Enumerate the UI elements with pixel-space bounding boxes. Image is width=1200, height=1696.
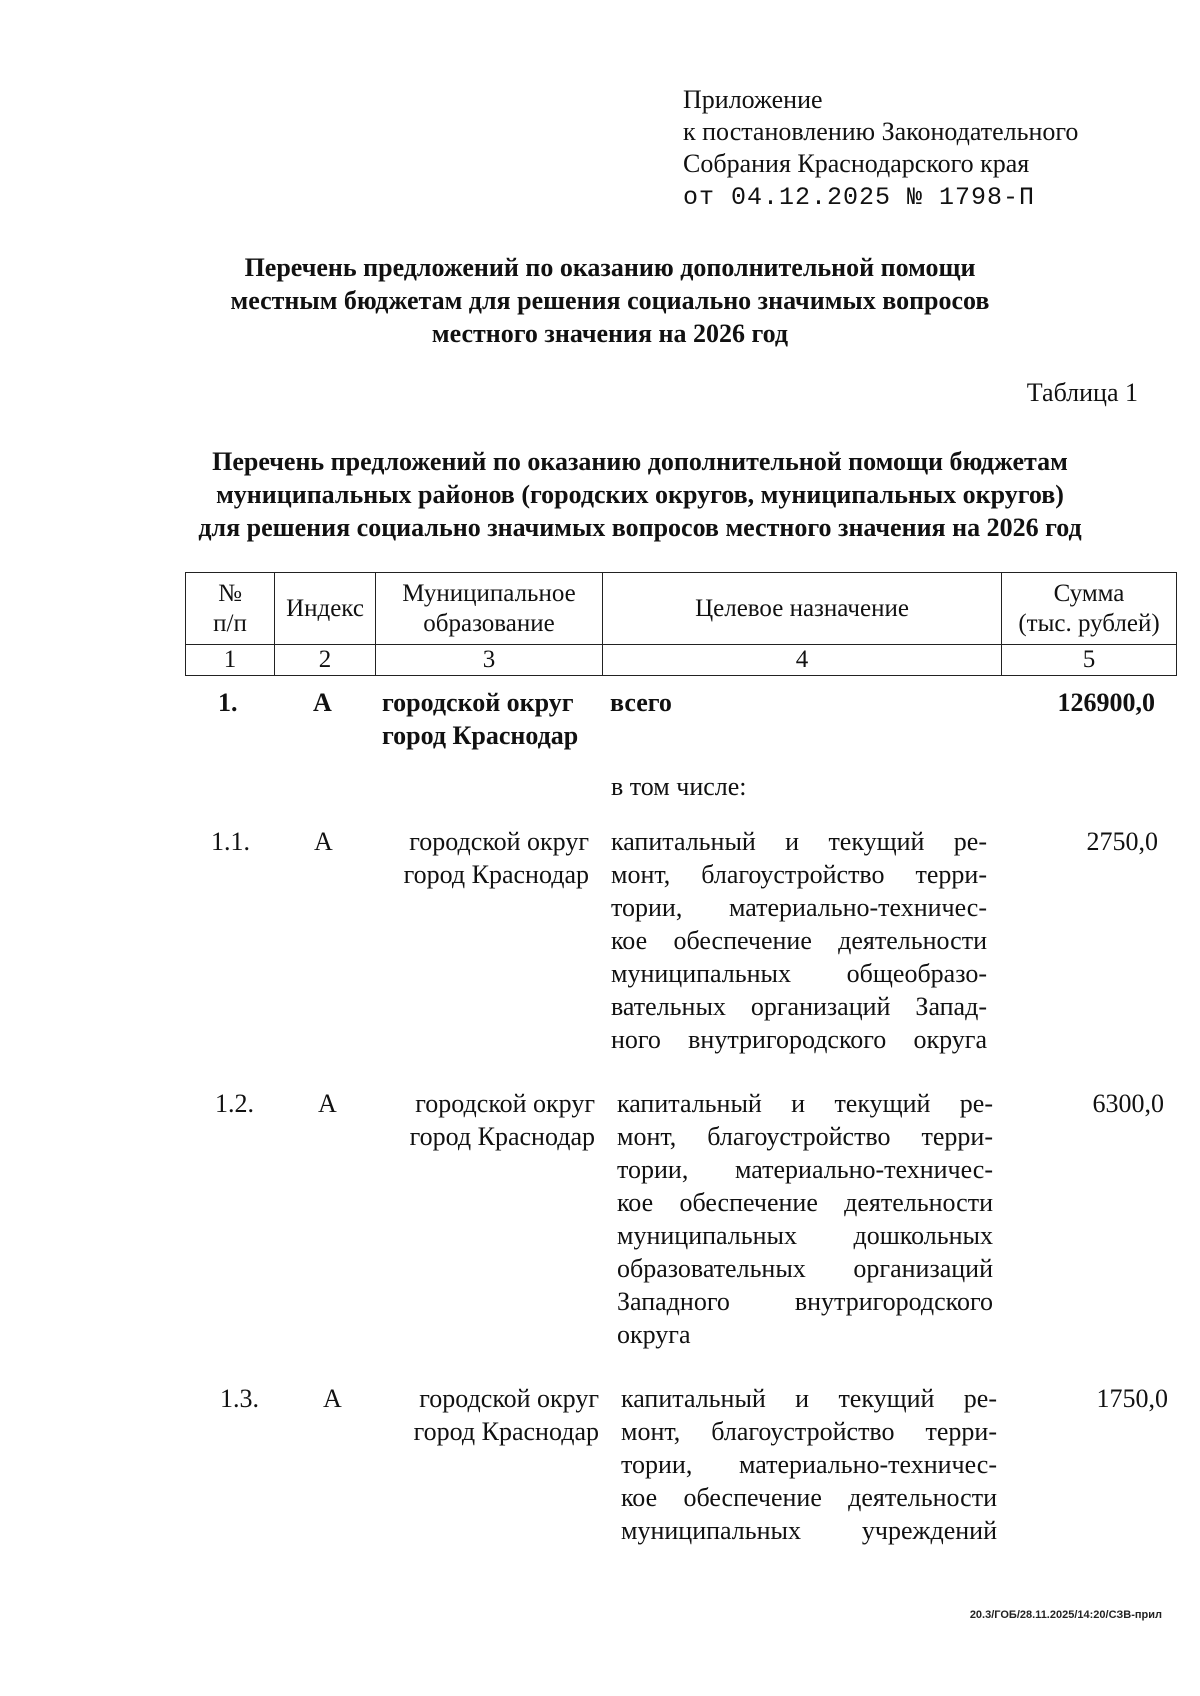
main-title-line-2: местным бюджетам для решения социально значимых вопросов (230, 286, 990, 315)
row-sum: 6300,0 (1092, 1089, 1164, 1118)
purpose-line: вательных организаций Запад- (611, 992, 987, 1021)
purpose-line: тории, материально-техничес- (621, 1450, 997, 1479)
row-municipality (384, 825, 589, 891)
row-municipality-line-1: городской округ (382, 688, 574, 717)
header-number-abbr: п/п (213, 609, 247, 637)
row-municipality (394, 1382, 599, 1448)
header-municipality (376, 573, 603, 645)
row-sum: 126900,0 (1057, 688, 1155, 717)
column-number-2: 2 (275, 645, 376, 676)
purpose-line: тории, материально-техничес- (611, 893, 987, 922)
row-number: 1. (218, 688, 238, 717)
row-municipality-line-2: город Краснодар (403, 860, 589, 889)
purpose-line: монт, благоустройство терри- (611, 860, 987, 889)
purpose-line: кое обеспечение деятельности (617, 1188, 993, 1217)
purpose-line: кое обеспечение деятельности (611, 926, 987, 955)
header-sum-line-1: Сумма (1053, 579, 1125, 607)
row-municipality (390, 1087, 595, 1153)
header-sum-line-2: (тыс. рублей) (1018, 609, 1160, 637)
purpose-line: муниципальных учреждений (621, 1516, 997, 1545)
table-header (185, 572, 1177, 676)
main-title (180, 251, 1040, 350)
purpose-line: Западного внутригородского (617, 1287, 993, 1316)
header-sum (1002, 573, 1177, 645)
appendix-line-2: к постановлению Законодательного (683, 117, 1079, 146)
header-municipality-line-1: Муниципальное (402, 579, 576, 607)
header-index: Индекс (275, 573, 376, 645)
purpose-line: капитальный и текущий ре- (621, 1384, 997, 1413)
row-index: А (323, 1384, 342, 1413)
row-municipality-line-2: город Краснодар (382, 721, 579, 750)
column-number-5: 5 (1002, 645, 1177, 676)
row-sum: 1750,0 (1096, 1384, 1168, 1413)
purpose-line: тории, материально-техничес- (617, 1155, 993, 1184)
row-municipality-line-2: город Краснодар (409, 1122, 595, 1151)
row-municipality-line-1: городской округ (419, 1384, 599, 1413)
row-number: 1.3. (220, 1384, 259, 1413)
purpose-line: капитальный и текущий ре- (617, 1089, 993, 1118)
row-municipality-line-1: городской округ (415, 1089, 595, 1118)
table-title-line-3: для решения социально значимых вопросов местного значения на 2026 год (198, 513, 1082, 542)
purpose-line: монт, благоустройство терри- (617, 1122, 993, 1151)
appendix-header (683, 84, 1078, 214)
row-purpose: всего (610, 688, 672, 717)
row-index: А (318, 1089, 337, 1118)
row-index: А (314, 827, 333, 856)
row-municipality-line-1: городской округ (409, 827, 589, 856)
row-purpose (621, 1382, 997, 1547)
table-title-line-2: муниципальных районов (городских округов, муниципальных округов) (216, 480, 1064, 509)
row-index: А (313, 688, 332, 717)
row-municipality (382, 686, 612, 752)
purpose-line: кое обеспечение деятельности (621, 1483, 997, 1512)
document-registration-code: 20.3/ГОБ/28.11.2025/14:20/СЗВ-прил (969, 1609, 1162, 1621)
appendix-date-number: от 04.12.2025 № 1798-П (683, 183, 1036, 212)
table-title (140, 445, 1140, 544)
including-label: в том числе: (611, 772, 747, 801)
purpose-line: монт, благоустройство терри- (621, 1417, 997, 1446)
purpose-line: муниципальных общеобразо- (611, 959, 987, 988)
row-sum: 2750,0 (1086, 827, 1158, 856)
main-title-line-3: местного значения на 2026 год (431, 319, 789, 348)
column-number-3: 3 (376, 645, 603, 676)
purpose-line: ного внутригородского округа (611, 1025, 987, 1054)
purpose-line: округа (617, 1320, 691, 1349)
appendix-line-1: Приложение (683, 85, 823, 114)
table-title-line-1: Перечень предложений по оказанию дополнительной помощи бюджетам (212, 447, 1068, 476)
purpose-line: муниципальных дошкольных (617, 1221, 993, 1250)
header-number (186, 573, 275, 645)
main-title-line-1: Перечень предложений по оказанию дополнительной помощи (244, 253, 976, 282)
column-number-1: 1 (186, 645, 275, 676)
header-number-symbol: № (218, 579, 242, 607)
header-municipality-line-2: образование (423, 609, 555, 637)
row-municipality-line-2: город Краснодар (413, 1417, 599, 1446)
row-number: 1.1. (211, 827, 250, 856)
table-label: Таблица 1 (1026, 378, 1138, 407)
purpose-line: образовательных организаций (617, 1254, 993, 1283)
purpose-line: капитальный и текущий ре- (611, 827, 987, 856)
header-purpose: Целевое назначение (603, 573, 1002, 645)
appendix-line-3: Собрания Краснодарского края (683, 149, 1030, 178)
row-purpose (617, 1087, 993, 1351)
row-number: 1.2. (215, 1089, 254, 1118)
column-number-4: 4 (603, 645, 1002, 676)
row-purpose (611, 825, 987, 1056)
